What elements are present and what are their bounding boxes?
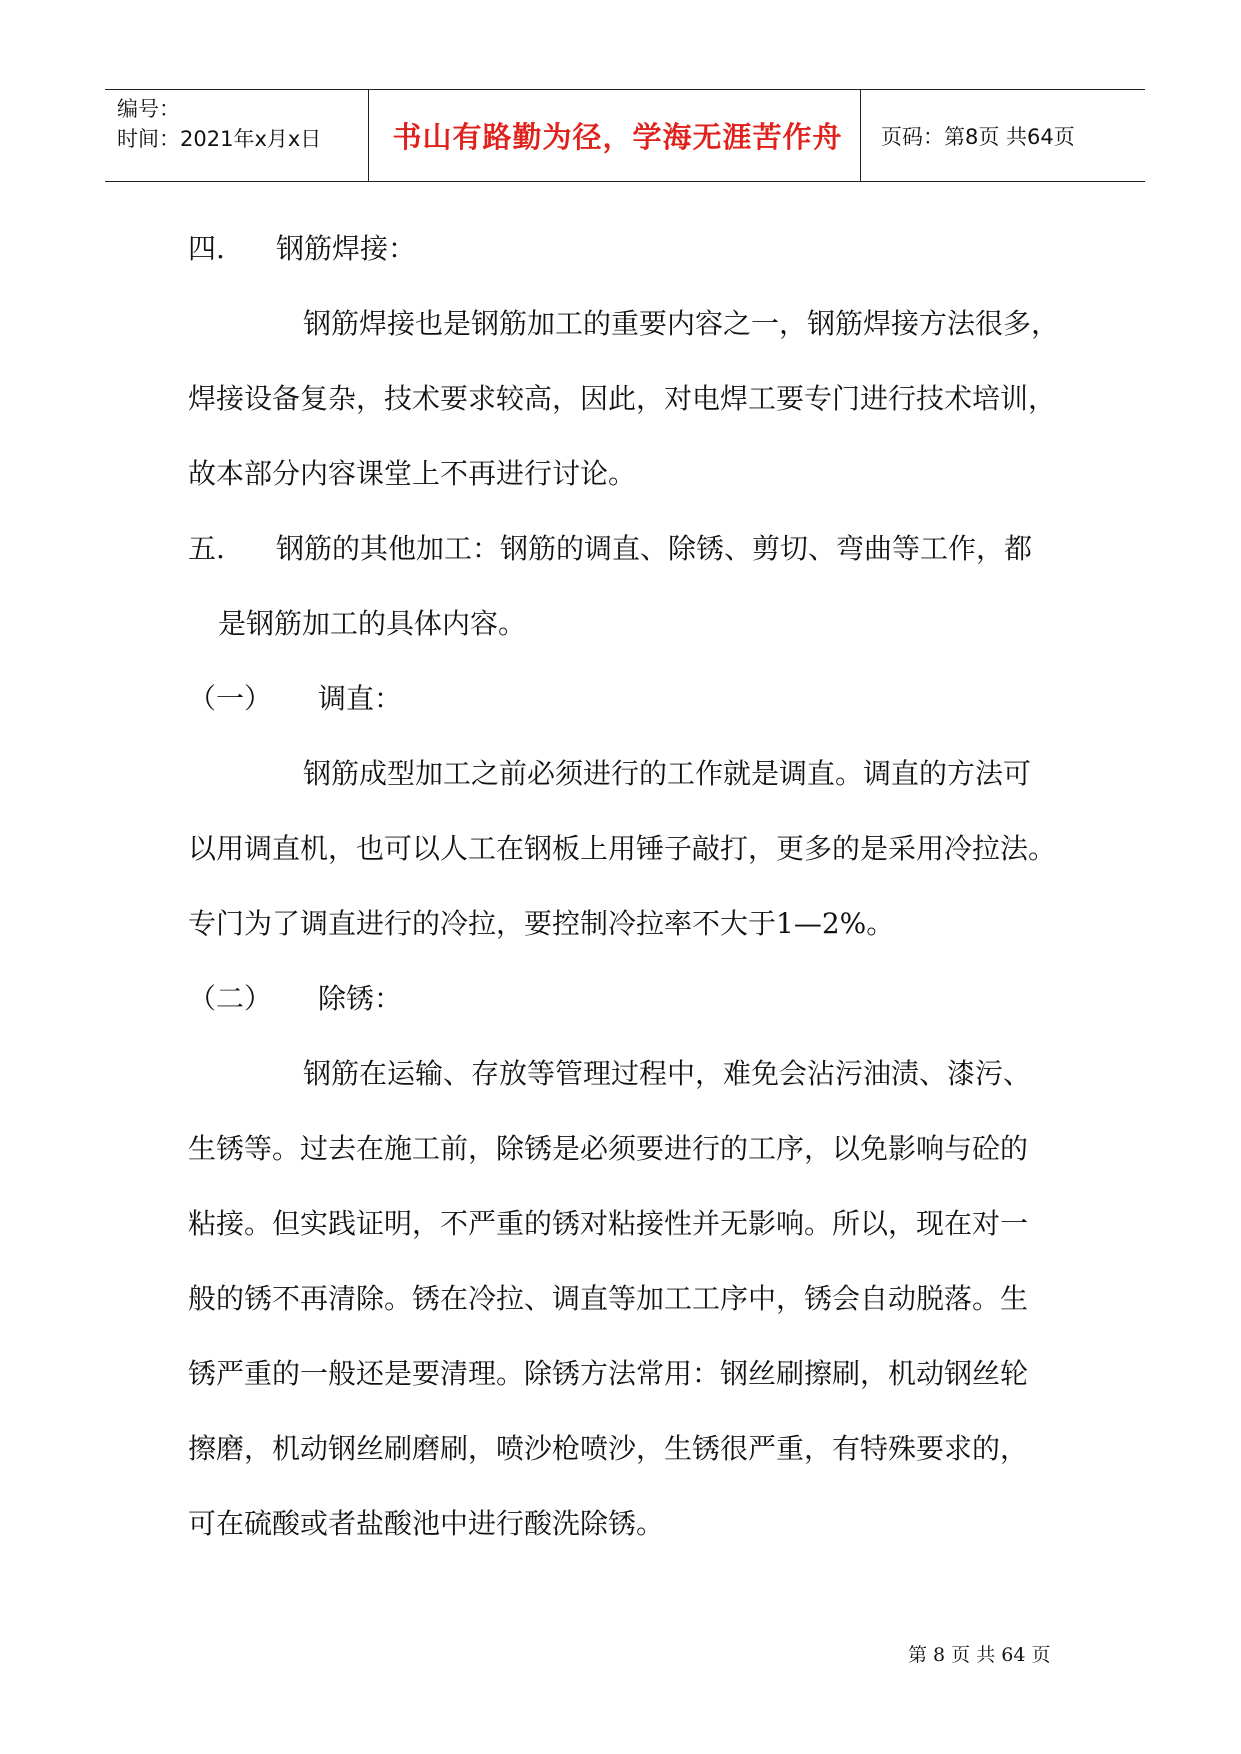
section-title: 钢筋焊接：	[276, 232, 417, 265]
paragraph-line: 擦磨，机动钢丝刷磨刷，喷沙枪喷沙，生锈很严重，有特殊要求的，	[188, 1432, 1029, 1465]
subsection-number: （一）	[188, 682, 273, 715]
paragraph-line: 生锈等。过去在施工前，除锈是必须要进行的工序，以免影响与砼的	[188, 1132, 1029, 1165]
header-meta	[117, 94, 321, 154]
serial-number-label: 编号：	[117, 97, 180, 121]
paragraph-line: 钢筋在运输、存放等管理过程中，难免会沾污油渍、漆污、	[303, 1057, 1032, 1090]
subsection-heading-1	[188, 681, 402, 717]
paragraph-line: 可在硫酸或者盐酸池中进行酸洗除锈。	[188, 1507, 665, 1540]
subsection-title: 除锈：	[318, 982, 403, 1015]
paragraph-line: 焊接设备复杂，技术要求较高，因此，对电焊工要专门进行技术培训，	[188, 382, 1057, 415]
paragraph-line: 故本部分内容课堂上不再进行讨论。	[188, 457, 637, 490]
paragraph-line: 是钢筋加工的具体内容。	[218, 607, 527, 640]
header-motto: 书山有路勤为径，学海无涯苦作舟	[392, 120, 843, 154]
header-divider-right	[860, 90, 861, 181]
page-footer: 第 8 页 共 64 页	[908, 1644, 1051, 1666]
header-page-code: 页码：第8页 共64页	[881, 124, 1075, 149]
subsection-heading-2	[188, 981, 402, 1017]
paragraph-line: 锈严重的一般还是要清理。除锈方法常用：钢丝刷擦刷，机动钢丝轮	[188, 1357, 1029, 1390]
section-number: 四.	[188, 232, 225, 265]
paragraph-line: 以用调直机，也可以人工在钢板上用锤子敲打，更多的是采用冷拉法。	[188, 832, 1057, 865]
section-number: 五.	[188, 532, 225, 565]
time-label: 时间：2021年x月x日	[117, 127, 322, 151]
paragraph-line: 钢筋成型加工之前必须进行的工作就是调直。调直的方法可	[303, 757, 1032, 790]
section-heading-4	[188, 231, 416, 267]
section-heading-5	[188, 531, 1032, 567]
paragraph-line: 专门为了调直进行的冷拉，要控制冷拉率不大于1—2%。	[188, 907, 895, 940]
paragraph-line: 钢筋焊接也是钢筋加工的重要内容之一，钢筋焊接方法很多，	[303, 307, 1060, 340]
paragraph-line: 粘接。但实践证明，不严重的锈对粘接性并无影响。所以，现在对一	[188, 1207, 1029, 1240]
header-divider-left	[368, 90, 369, 181]
page-header	[105, 89, 1145, 182]
subsection-number: （二）	[188, 982, 273, 1015]
paragraph-line: 般的锈不再清除。锈在冷拉、调直等加工工序中，锈会自动脱落。生	[188, 1282, 1029, 1315]
section-title: 钢筋的其他加工：钢筋的调直、除锈、剪切、弯曲等工作，都	[276, 532, 1033, 565]
subsection-title: 调直：	[318, 682, 403, 715]
